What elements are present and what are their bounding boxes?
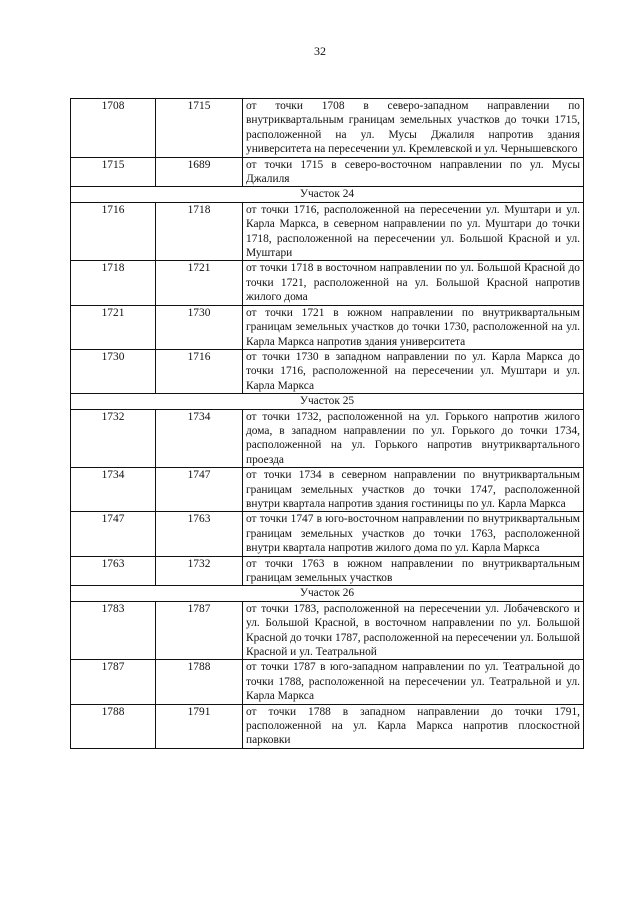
point-from-cell: 1787 bbox=[71, 660, 156, 704]
table-row bbox=[71, 704, 584, 748]
section-title: Участок 24 bbox=[71, 187, 584, 202]
point-to-cell: 1716 bbox=[156, 349, 243, 393]
point-to-cell: 1718 bbox=[156, 202, 243, 261]
description-cell: от точки 1787 в юго-западном направлении по ул. Театральной до точки 1788, расположенной на пересечении ул. Театральной и ул. Карла Маркса bbox=[243, 660, 584, 704]
table-row bbox=[71, 99, 584, 158]
page-number: 32 bbox=[314, 44, 326, 58]
section-header-row bbox=[71, 394, 584, 409]
section-title: Участок 25 bbox=[71, 394, 584, 409]
point-to-cell: 1689 bbox=[156, 157, 243, 187]
description-cell: от точки 1708 в северо-западном направлении по внутриквартальным границам земельных участков до точки 1715, расположенной на ул. Мусы Джалиля напротив здания университета на пересечении ул. Кремлевской и ул. Чернышевского bbox=[243, 99, 584, 158]
point-from-cell: 1783 bbox=[71, 601, 156, 660]
point-from-cell: 1732 bbox=[71, 409, 156, 468]
description-cell: от точки 1747 в юго-восточном направлении по внутриквартальным границам земельных участков до точки 1763, расположенной внутри квартала напротив жилого дома по ул. Карла Маркса bbox=[243, 512, 584, 556]
point-from-cell: 1708 bbox=[71, 99, 156, 158]
description-cell: от точки 1788 в западном направлении до точки 1791, расположенной на ул. Карла Маркса напротив плоскостной парковки bbox=[243, 704, 584, 748]
point-to-cell: 1791 bbox=[156, 704, 243, 748]
table-row bbox=[71, 556, 584, 586]
point-from-cell: 1718 bbox=[71, 261, 156, 305]
table-row bbox=[71, 157, 584, 187]
description-cell: от точки 1721 в южном направлении по внутриквартальным границам земельных участков до точки 1730, расположенной на ул. Карла Маркса напротив здания университета bbox=[243, 305, 584, 349]
table-row bbox=[71, 261, 584, 305]
description-cell: от точки 1734 в северном направлении по внутриквартальным границам земельных участков до точки 1747, расположенной внутри квартала напротив здания гостиницы по ул. Карла Маркса bbox=[243, 468, 584, 512]
point-to-cell: 1763 bbox=[156, 512, 243, 556]
table-row bbox=[71, 601, 584, 660]
point-from-cell: 1763 bbox=[71, 556, 156, 586]
section-title: Участок 26 bbox=[71, 586, 584, 601]
description-cell: от точки 1763 в южном направлении по внутриквартальным границам земельных участков bbox=[243, 556, 584, 586]
point-from-cell: 1747 bbox=[71, 512, 156, 556]
point-to-cell: 1788 bbox=[156, 660, 243, 704]
point-from-cell: 1730 bbox=[71, 349, 156, 393]
point-to-cell: 1734 bbox=[156, 409, 243, 468]
table-row bbox=[71, 660, 584, 704]
point-from-cell: 1715 bbox=[71, 157, 156, 187]
point-from-cell: 1721 bbox=[71, 305, 156, 349]
point-to-cell: 1787 bbox=[156, 601, 243, 660]
table-row bbox=[71, 349, 584, 393]
table-row bbox=[71, 305, 584, 349]
point-from-cell: 1734 bbox=[71, 468, 156, 512]
table-row bbox=[71, 468, 584, 512]
table-row bbox=[71, 512, 584, 556]
description-cell: от точки 1730 в западном направлении по ул. Карла Маркса до точки 1716, расположенной на пересечении ул. Муштари и ул. Карла Маркса bbox=[243, 349, 584, 393]
table-row bbox=[71, 202, 584, 261]
point-from-cell: 1788 bbox=[71, 704, 156, 748]
description-cell: от точки 1732, расположенной на ул. Горького напротив жилого дома, в западном направлении по ул. Горького до точки 1734, расположенной на ул. Горького напротив внутриквартального проезда bbox=[243, 409, 584, 468]
point-from-cell: 1716 bbox=[71, 202, 156, 261]
point-to-cell: 1747 bbox=[156, 468, 243, 512]
description-cell: от точки 1716, расположенной на пересечении ул. Муштари и ул. Карла Маркса, в северном направлении по ул. Муштари до точки 1718, расположенной на пересечении ул. Большой Красной и ул. Муштари bbox=[243, 202, 584, 261]
description-cell: от точки 1718 в восточном направлении по ул. Большой Красной до точки 1721, расположенной на ул. Большой Красной напротив жилого дома bbox=[243, 261, 584, 305]
table-row bbox=[71, 409, 584, 468]
boundary-table bbox=[70, 98, 584, 749]
section-header-row bbox=[71, 586, 584, 601]
point-to-cell: 1730 bbox=[156, 305, 243, 349]
section-header-row bbox=[71, 187, 584, 202]
description-cell: от точки 1783, расположенной на пересечении ул. Лобачевского и ул. Большой Красной, в восточном направлении по ул. Большой Красной до точки 1787, расположенной на пересечении ул. Большой Красной и ул. Театральной bbox=[243, 601, 584, 660]
point-to-cell: 1721 bbox=[156, 261, 243, 305]
description-cell: от точки 1715 в северо-восточном направлении по ул. Мусы Джалиля bbox=[243, 157, 584, 187]
point-to-cell: 1715 bbox=[156, 99, 243, 158]
point-to-cell: 1732 bbox=[156, 556, 243, 586]
boundary-table-body bbox=[71, 99, 584, 749]
